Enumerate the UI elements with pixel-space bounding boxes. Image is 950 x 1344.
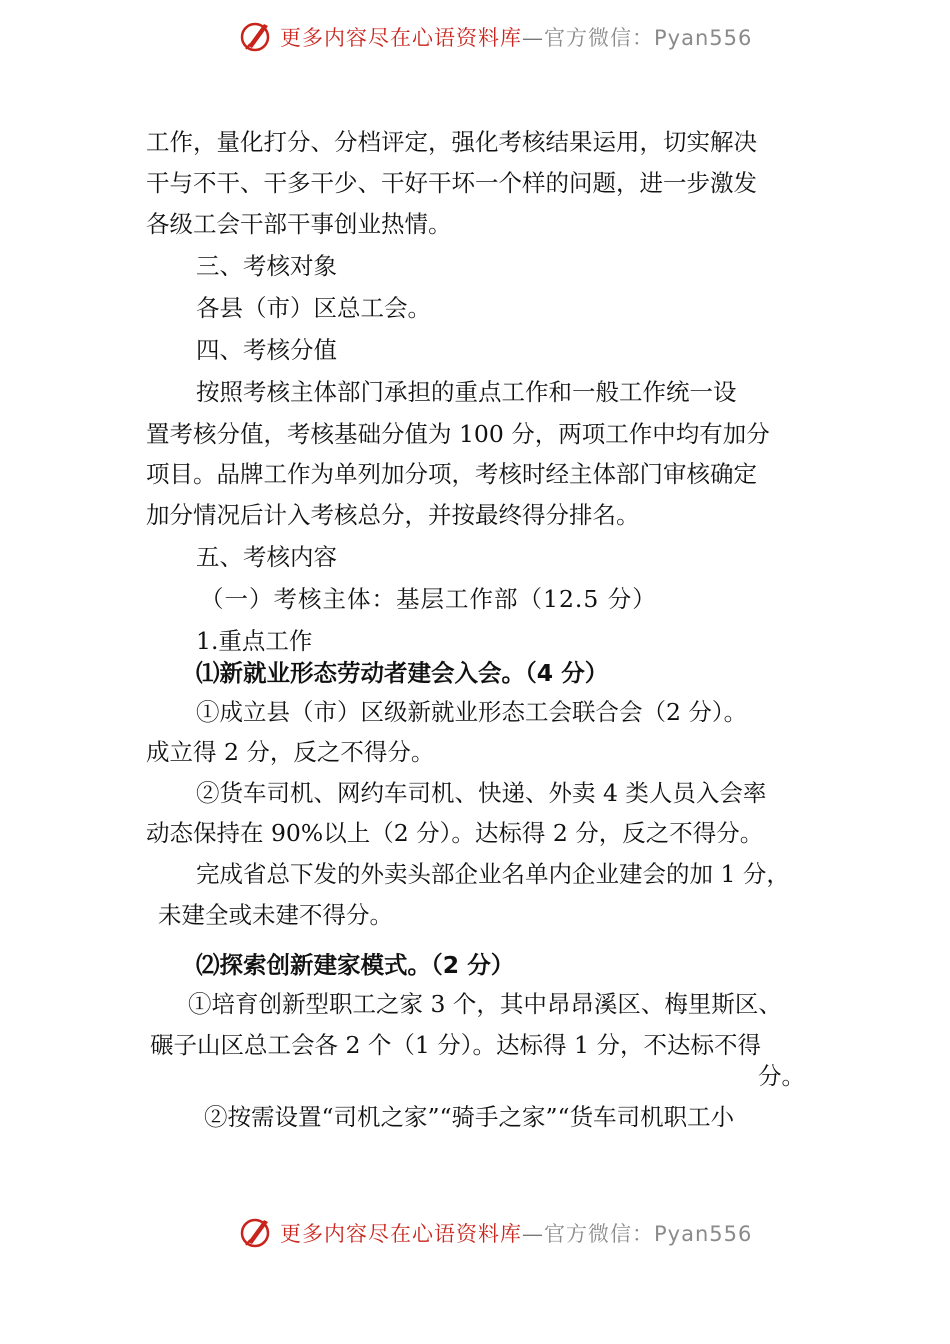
banner-title: 更多内容尽在心语资料库 [280, 26, 522, 50]
banner-wechat: 官方微信：Pyan556 [544, 1222, 753, 1246]
section-heading: 五、考核内容 [196, 543, 337, 571]
paragraph-line: 加分情况后计入考核总分，并按最终得分排名。 [146, 501, 640, 529]
banner-caption [280, 22, 752, 52]
paragraph-line: 完成省总下发的外卖头部企业名单内企业建会的加 1 分， [196, 860, 790, 888]
paragraph-line: 成立得 2 分，反之不得分。 [146, 738, 435, 766]
paragraph-line: 干与不干、干多干少、干好干坏一个样的问题，进一步激发 [146, 169, 757, 197]
item-subheading: ⑵探索创新建家模式。（2 分） [196, 951, 515, 979]
banner-caption [280, 1218, 752, 1248]
banner-separator: — [522, 1222, 544, 1246]
paragraph-line: 按照考核主体部门承担的重点工作和一般工作统一设 [196, 378, 737, 406]
section-heading: 三、考核对象 [196, 252, 337, 280]
paragraph-line: ①培育创新型职工之家 3 个，其中昂昂溪区、梅里斯区、 [188, 990, 782, 1018]
paragraph-line: ①成立县（市）区级新就业形态工会联合会（2 分）。 [196, 698, 748, 726]
quill-pen-logo-icon [238, 18, 274, 54]
paragraph-line: 工作，量化打分、分档评定，强化考核结果运用，切实解决 [146, 128, 757, 156]
section-heading: 四、考核分值 [196, 336, 337, 364]
paragraph-line: 各级工会干部干事创业热情。 [146, 210, 452, 238]
paragraph-line: 碾子山区总工会各 2 个（1 分）。达标得 1 分，不达标不得 [150, 1031, 761, 1059]
paragraph-line: 各县（市）区总工会。 [196, 294, 431, 322]
banner-separator: — [522, 26, 544, 50]
paragraph-line: 置考核分值，考核基础分值为 100 分，两项工作中均有加分 [146, 420, 770, 448]
paragraph-line: ②货车司机、网约车司机、快递、外卖 4 类人员入会率 [196, 779, 767, 807]
item-subheading: ⑴新就业形态劳动者建会入会。（4 分） [196, 659, 609, 687]
banner-title: 更多内容尽在心语资料库 [280, 1222, 522, 1246]
footer-banner [0, 1212, 950, 1252]
item-heading: 1.重点工作 [196, 627, 313, 655]
paragraph-line: 动态保持在 90%以上（2 分）。达标得 2 分，反之不得分。 [146, 819, 764, 847]
paragraph-line: ②按需设置“司机之家”“骑手之家”“货车司机职工小 [204, 1103, 735, 1131]
paragraph-line: 分。 [758, 1062, 805, 1090]
banner-wechat: 官方微信：Pyan556 [544, 26, 753, 50]
quill-pen-logo-icon [238, 1214, 274, 1250]
header-banner [0, 16, 950, 56]
paragraph-line: 项目。品牌工作为单列加分项，考核时经主体部门审核确定 [146, 460, 757, 488]
paragraph-line: 未建全或未建不得分。 [158, 901, 393, 929]
subsection-heading: （一）考核主体：基层工作部（12.5 分） [200, 585, 657, 613]
